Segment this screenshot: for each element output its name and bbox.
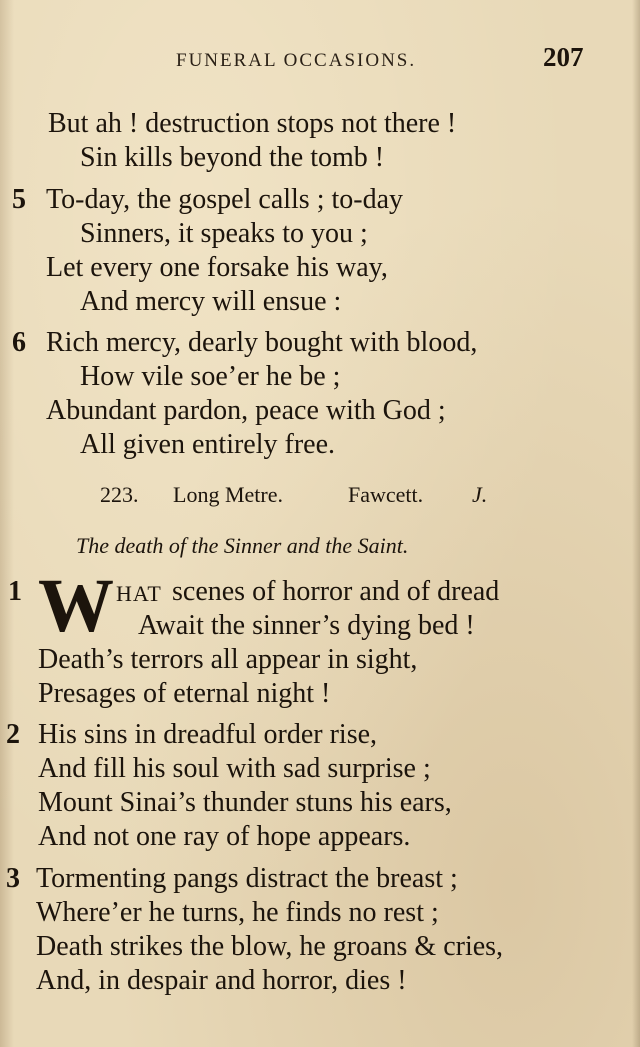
verse-number: 3 — [6, 863, 20, 894]
page-header — [0, 42, 640, 78]
verse-line: To-day, the gospel calls ; to-day — [46, 184, 404, 215]
verse-number: 1 — [8, 576, 22, 607]
hymn-heading — [0, 482, 640, 516]
verse-line: And mercy will ensue : — [80, 286, 342, 317]
drop-cap: W — [38, 564, 114, 648]
page-number: 207 — [543, 42, 584, 72]
verse-line: And not one ray of hope appears. — [38, 821, 411, 852]
verse-line: All given entirely free. — [80, 429, 336, 460]
verse-line: And fill his soul with sad surprise ; — [38, 753, 431, 784]
verse-line: scenes of horror and of dread — [172, 576, 500, 607]
verse-line: Tormenting pangs distract the breast ; — [36, 863, 458, 894]
verse-number: 2 — [6, 719, 20, 750]
verse-number: 6 — [12, 327, 26, 358]
verse-line: Where’er he turns, he finds no rest ; — [36, 897, 439, 928]
verse-line: How vile soe’er he be ; — [80, 361, 341, 392]
verse-line: His sins in dreadful order rise, — [38, 719, 378, 750]
verse-line: Sin kills beyond the tomb ! — [80, 142, 385, 173]
verse-line: Mount Sinai’s thunder stuns his ears, — [38, 787, 452, 818]
hymn-metre: Long Metre. — [173, 482, 283, 507]
verse-line: Sinners, it speaks to you ; — [80, 218, 368, 249]
verse-number: 5 — [12, 184, 26, 215]
verse-line: Abundant pardon, peace with God ; — [46, 395, 446, 426]
verse-line: Death strikes the blow, he groans & cries, — [36, 931, 504, 962]
verse-line: Death’s terrors all appear in sight, — [38, 644, 418, 675]
hymn-tune-mark: J. — [472, 482, 488, 507]
running-head: FUNERAL OCCASIONS. — [176, 50, 417, 71]
hymn-author: Fawcett. — [348, 482, 424, 507]
verse-line: But ah ! destruction stops not there ! — [48, 108, 457, 139]
verse-line: Presages of eternal night ! — [38, 678, 331, 709]
hymn-number: 223. — [100, 482, 139, 507]
verse-line: Await the sinner’s dying bed ! — [138, 610, 475, 641]
verse-line: Rich mercy, dearly bought with blood, — [46, 327, 478, 358]
verse-line: And, in despair and horror, dies ! — [36, 965, 407, 996]
hymn-title: The death of the Sinner and the Saint. — [76, 533, 409, 558]
page-edge-shadow — [632, 0, 640, 1047]
first-word-smallcaps: HAT — [116, 581, 162, 606]
verse-line: Let every one forsake his way, — [46, 252, 388, 283]
